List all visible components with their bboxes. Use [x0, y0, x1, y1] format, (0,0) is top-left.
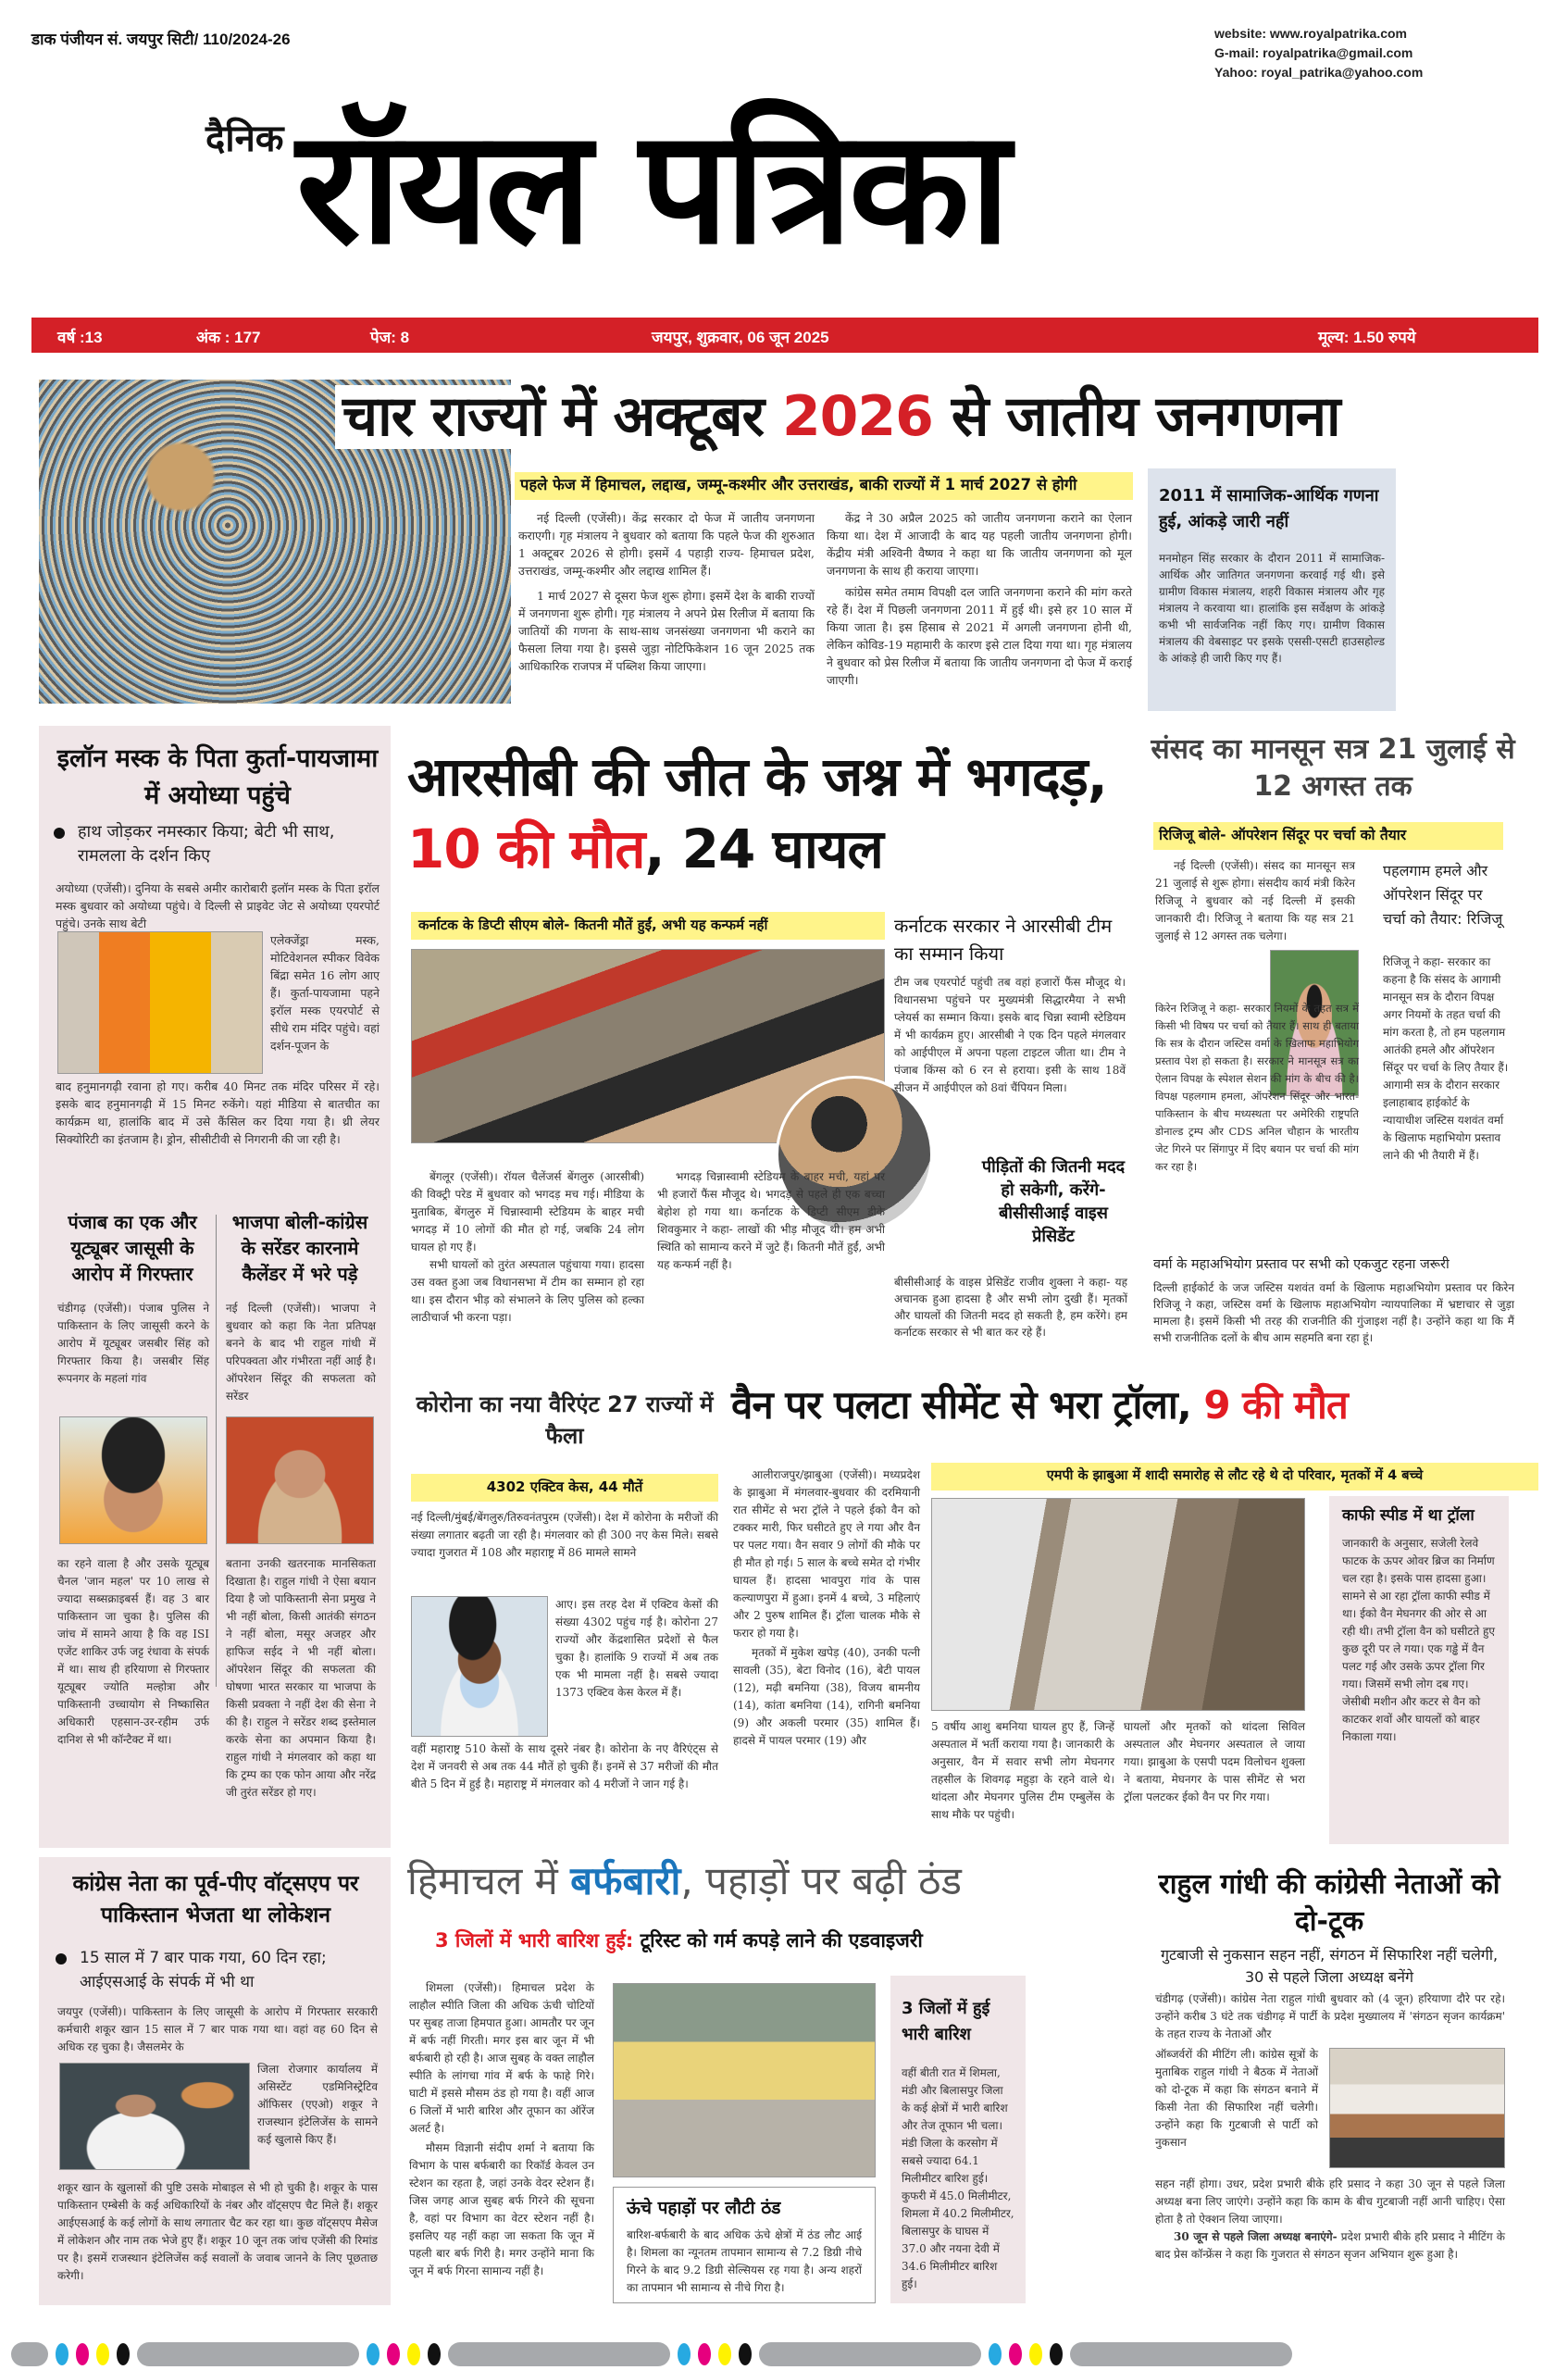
newspaper-logo: रॉयल पत्रिका: [296, 96, 1007, 280]
parliament-side-body: रिजिजू ने कहा- सरकार का कहना है कि संसद के आगामी मानसून सत्र के दौरान विपक्ष अगर नियमों के तहत चर्चा की मांग करता है, तो हम पहलगाम आतंकी हमले और ऑपरेशन सिंदूर पर चर्चा के लिए तैयार हैं। आगामी सत्र के दौरान सरकार इलाहाबाद हाईकोर्ट के न्यायाधीश जस्टिस यशवंत वर्मा के खिलाफ महाभियोग प्रस्ताव लाने की भी तैयारी में हैं।: [1383, 955, 1509, 1162]
impeachment-subhead: वर्मा के महाअभियोग प्रस्ताव पर सभी को एकजुट रहना जरूरी: [1153, 1257, 1450, 1272]
lead-paragraph: 1 मार्च 2027 से दूसरा फेज शुरू होगा। इसमें देश के बाकी राज्यों में जनगणना शुरू होगी। गृह मंत्रालय ने अपने प्रेस रिलीज में बताया कि जातियों की गणना के साथ-साथ जनसंख्या जनगणना भी कराने का फैसला लिया गया है। इससे जुड़ा नोटिफिकेशन 16 जून 2025 तक आधिकारिक राजपत्र में पब्लिश किया जाएगा।: [518, 589, 815, 673]
accident-col-3: घायलों और मृतकों को थांदला सिविल अस्पताल और मेघनगर अस्पताल ले जाया गया। झाबुआ के एसपी पदम विलोचन शुक्ला ने बताया, मेघनगर के पास सीमेंट से भरा ट्रॉला पलटकर ईको वैन पर गिर गया।: [1124, 1720, 1305, 1803]
rahul-subhead-text: प्रदेश प्रभारी बीके हरि प्रसाद ने मीटिंग के बाद प्रेस कॉन्फ्रेंस ने कहा कि गुजरात से संगठन सृजन अभियान शुरू हुआ है।: [1155, 2230, 1505, 2261]
bcci-body: बीसीसीआई के वाइस प्रेसिडेंट राजीव शुक्ला ने कहा- यह अचानक हुआ हादसा है और सभी लोग दुखी हैं। मृतकों और घायलों की जितनी मदद हो सकती है, हम करेंगे। हम कर्नाटक सरकार से भी बात कर रहे हैं।: [894, 1276, 1127, 1339]
cyan-dot: [678, 2343, 691, 2365]
corona-wrap: आए। इस तरह देश में एक्टिव केसों की संख्या 4302 पहुंच गई है। कोरोना 27 राज्यों और केंद्रशासित प्रदेशों से फैल चुका है। हालांकि 9 राज्यों में अब तक एक भी मामला नहीं है। सबसे ज्यादा 1373 एक्टिव केस केरल में हैं।: [555, 1598, 718, 1699]
lead-column-1: [518, 509, 815, 675]
lead-headline-part-b: से जातीय जनगणना: [932, 384, 1340, 449]
column-divider: [216, 1215, 217, 1687]
yahoo-address[interactable]: Yahoo: royal_patrika@yahoo.com: [1214, 65, 1424, 80]
black-dot: [428, 2343, 441, 2365]
himachal-deck: [435, 1929, 923, 1952]
yellow-dot: [407, 2343, 420, 2365]
himachal-headline: [407, 1859, 962, 1903]
census-sidebar-title: 2011 में सामाजिक-आर्थिक गणना हुई, आंकड़े जारी नहीं: [1159, 486, 1379, 531]
himachal-paragraph: शिमला (एजेंसी)। हिमाचल प्रदेश के लाहौल स्पीति जिला की अधिक ऊंची चोटियों पर सुबह ताजा हिमपात हुआ। आमतौर पर जून में बर्फ नहीं गिरती। मगर इस बार जून में भी बर्फबारी हो रही है। आज सुबह के वक्त लाहौल स्पीति के लांगचा गांव में बर्फ के फाहे गिरे। घाटी में इससे मौसम ठंड हो गया है। वहीं आज 6 जिलों में भारी बारिश और तूफान का ऑरेंज अलर्ट है।: [409, 1981, 594, 2135]
yellow-dot: [718, 2343, 731, 2365]
rcb-headline-deaths: 10 की मौत: [407, 817, 645, 880]
issue-number: अंक : 177: [196, 329, 261, 346]
cyan-dot: [367, 2343, 380, 2365]
cold-returns-title: ऊंचे पहाड़ों पर लौटी ठंड: [627, 2198, 781, 2218]
cold-returns-box: [613, 2187, 876, 2303]
lead-column-2: [827, 509, 1132, 689]
registration-number: डाक पंजीयन सं. जयपुर सिटी/ 110/2024-26: [31, 31, 291, 48]
youtuber-photo: [59, 1416, 207, 1544]
cyan-dot: [56, 2343, 68, 2365]
lead-headline-part-a: चार राज्यों में अक्टूबर: [342, 384, 782, 449]
himachal-headline-snow: बर्फबारी: [570, 1858, 681, 1903]
accident-deck: एमपी के झाबुआ में शादी समारोह से लौट रहे थे दो परिवार, मृतकों में 4 बच्चे: [931, 1463, 1538, 1491]
lead-paragraph: केंद्र ने 30 अप्रैल 2025 को जातीय जनगणना कराने का ऐलान किया था। देश में आजादी के बाद यह पहली जातीय जनगणना होगी। केंद्रीय मंत्री अश्विनी वैष्णव ने कहा था कि जातीय जनगणना को मूल जनगणना के साथ ही कराया जाएगा।: [827, 511, 1132, 578]
cold-returns-body: बारिश-बर्फबारी के बाद अधिक ऊंचे क्षेत्रों में ठंड लौट आई है। शिमला का न्यूनतम तापमान सामान्य से 7.2 डिग्री नीचे गिरने के बाद 9.2 डिग्री सेल्सियस रह गया है। अन्य शहरों का तापमान भी सामान्य से नीचे गिरा है।: [627, 2227, 862, 2294]
gray-bar: [1070, 2342, 1292, 2366]
rcb-col-2: भगदड़ चिन्नास्वामी स्टेडियम के बाहर मची, यहां पर भी हजारों फैंस मौजूद थे। भगदड़ से पहले ही एक बच्चा बेहोश हो गया था। कर्नाटक के डिप्टी सीएम डीके शिवकुमार ने कहा- लाखों की भीड़ मौजूद थी। हम अभी स्थिति को सामान्य करने में जुटे हैं। कितनी मौतें हुईं, अभी यह कन्फर्म नहीं है।: [657, 1170, 885, 1271]
corona-headline: कोरोना का नया वैरिएंट 27 राज्यों में फैला: [416, 1391, 714, 1449]
cyan-dot: [989, 2343, 1002, 2365]
rcb-headline-part-b: , 24 घायल: [644, 817, 883, 880]
himachal-paragraph: मौसम विज्ञानी संदीप शर्मा ने बताया कि विभाग के पास बर्फबारी का रिकॉर्ड केवल उन स्टेशन का रहता है, जहां उनके वेदर स्टेशन हैं। जिस जगह आज सुबह बर्फ गिरने की सूचना है, वहां पर विभाग का वेटर स्टेशन नहीं है। इसलिए यह नहीं कहा जा सकता कि जून में पहली बार बर्फ गिरी है। मगर उन्होंने माना कि जून में बर्फ गिरना सामान्य नहीं है।: [409, 2141, 594, 2277]
black-dot: [739, 2343, 752, 2365]
impeachment-body: दिल्ली हाईकोर्ट के जज जस्टिस यशवंत वर्मा के खिलाफ महाअभियोग प्रस्ताव पर किरेन रिजिजू ने कहा, जस्टिस वर्मा के खिलाफ महाअभियोग न्यायपालिका में भ्रष्टाचार से जुड़ा मामला है। इसमें किसी भी तरह की राजनीति की गुंजाइश नहीं है। उन्होंने कहा था कि मैं सभी राजनीतिक दलों के बीच आम सहमति बना रहा हूं।: [1153, 1281, 1514, 1344]
spy-wrap: जिला रोजगार कार्यालय में असिस्टेंट एडमिनिस्ट्रेटिव ऑफिसर (एएओ) शकूर ने राजस्थान इंटेलिजेंस के सामने कई खुलासे किए हैं।: [257, 2063, 378, 2146]
spy-body: शकूर खान के खुलासों की पुष्टि उसके मोबाइल से भी हो चुकी है। शकूर के पास पाकिस्तान एम्बेसी के कई अधिकारियों के नंबर और वॉट्सएप चैट मिले हैं। शकूर आईएसआई के कई लोगों के साथ लगातार चैट कर रहा था। कुछ वॉट्सएप मैसेज में लोकेशन और नाम तक भेजे हुए हैं। शकूर 10 जून तक जांच एजेंसी की रिमांड पर है। इसमें राजस्थान इंटेलिजेंस कई सवालों के जवाब जानने के लिए पूछताछ करेगी।: [57, 2181, 378, 2282]
accident-sidebar-body: जानकारी के अनुसार, सजेली रेलवे फाटक के ऊपर ओवर ब्रिज का निर्माण चल रहा है। इसके पास हादसा हुआ। सामने से आ रहा ट्रॉला काफी स्पीड में था। ईको वैन मेघनगर की ओर से आ रही थी। तभी ट्रॉला वैन को घसीटते हुए कुछ दूरी पर ले गया। एक गड्ढे में वैन पलट गई और उसके ऊपर ट्रॉला गिर गया। जिसमें सभी लोग दब गए। जेसीबी मशीन और कटर से वैन को काटकर शवों और घायलों को बाहर निकाला गया।: [1342, 1536, 1496, 1743]
accident-paragraph: आलीराजपुर/झाबुआ (एजेंसी)। मध्यप्रदेश के झाबुआ में मंगलवार-बुधवार की दरमियानी रात सीमेंट से भरा ट्रॉले ने पहले ईको वैन को टक्कर मारी, फिर घसीटते हुए ले गया और वैन पर पलट गया। वैन सवार 9 लोगों की मौके पर ही मौत हो गई। 5 साल के बच्चे समेत दो गंभीर घायल हैं। हादसा भावपुरा गांव के पास कल्याणपुरा में हुआ। इनमें 4 बच्चे, 3 महिलाएं और 2 पुरुष शामिल हैं। ट्रॉला चालक मौके से फरार हो गया है।: [733, 1468, 920, 1640]
musk-photo: [57, 931, 263, 1074]
page-count: पेज: 8: [370, 329, 410, 346]
volume-year: वर्ष :13: [57, 329, 103, 346]
rahul-paragraph: सहन नहीं होगा। उधर, प्रदेश प्रभारी बीके हरि प्रसाद ने कहा 30 जून से पहले जिला अध्यक्ष बना लिए जाएंगे। उन्होंने कहा कि काम के बीच गुटबाजी नहीं आनी चाहिए। ऐसा होता है तो ऐक्शन लिया जाएगा।: [1155, 2177, 1505, 2226]
rcb-paragraph: बेंगलूर (एजेंसी)। रॉयल चैलेंजर्स बेंगलुरु (आरसीबी) की विक्ट्री परेड में बुधवार को भगदड़ मच गई। मीडिया के मुताबिक, बेंगलुरु में चिन्नास्वामी स्टेडियम के बाहर मची भगदड़ में 10 लोगों की मौत हो गई, जबकि 24 लोग घायल हो गए हैं।: [411, 1170, 644, 1254]
dateline: जयपुर, शुक्रवार, 06 जून 2025: [652, 329, 829, 346]
parliament-body: किरेन रिजिजू ने कहा- सरकार नियमों के तहत सत्र में किसी भी विषय पर चर्चा को तैयार हैं। साथ ही बताया कि सत्र के दौरान जस्टिस वर्मा के खिलाफ महाभियोग प्रस्ताव पेश हो सकता है। सरकार ने मानसूत्र सत्र का ऐलान विपक्ष के स्पेशल सेशन की मांग के बीच की है। विपक्ष पहलगाम हमला, ऑपरेशन सिंदूर और भारत-पाकिस्तान के बीच मध्यस्थता पर अमेरिकी राष्ट्रपति डोनाल्ड ट्रम्प और CDS अनिल चौहान के भारतीय जेट गिरने पर सिंगापुर में दिए बयान पर चर्चा की मांग कर रहा है।: [1155, 1002, 1359, 1173]
parliament-headline: संसद का मानसून सत्र 21 जुलाई से 12 अगस्त तक: [1151, 733, 1515, 803]
rcb-deck: कर्नाटक के डिप्टी सीएम बोले- कितनी मौतें हुईं, अभी यह कन्फर्म नहीं: [411, 912, 885, 940]
gray-bar: [759, 2342, 981, 2366]
musk-bullet: [54, 820, 378, 868]
himachal-col-1: [409, 1979, 594, 2280]
musk-wrap: एलेक्जेंड्रा मस्क, मोटिवेशनल स्पीकर विवेक बिंद्रा समेत 16 लोग आए हैं। कुर्ता-पायजामा पहने इरॉल मस्क एयरपोर्ट से सीधे राम मंदिर पहुंचे। वहां दर्शन-पूजन के: [270, 933, 380, 1053]
bjp-headline: भाजपा बोली-कांग्रेस के सरेंडर कारनामे कैलेंडर में भरे पड़े: [231, 1211, 368, 1285]
rcb-side-title: कर्नाटक सरकार ने आरसीबी टीम का सम्मान किया: [894, 915, 1113, 965]
lead-headline: [335, 385, 1348, 449]
himachal-deck-advisory: टूरिस्ट को गर्म कपड़े लाने की एडवाइजरी: [640, 1929, 923, 1952]
daily-label: दैनिक: [205, 118, 284, 160]
accident-photo: [931, 1498, 1305, 1711]
congress-meeting-photo: [1329, 2048, 1505, 2168]
covid-patient-photo: [411, 1596, 548, 1737]
magenta-dot: [76, 2343, 89, 2365]
price: मूल्य: 1.50 रुपये: [1318, 329, 1416, 346]
youtuber-headline: पंजाब का एक और यूट्यूबर जासूसी के आरोप में गिरफ्तार: [68, 1211, 197, 1285]
rain-sidebar-body: वहीं बीती रात में शिमला, मंडी और बिलासपुर जिला के कई क्षेत्रों में भारी बारिश और तेज तूफान भी चला। मंडी जिला के करसोग में सबसे ज्यादा 64.1 मिलीमीटर बारिश हुई। कुफरी में 45.0 मिलीमीटर, शिमला में 40.2 मिलीमीटर, बिलासपुर के घाघस में 37.0 और नयना देवी में 34.6 मिलीमीटर बारिश हुई।: [902, 2066, 1014, 2290]
accident-col-1: [733, 1466, 920, 1750]
accident-sidebar: [1329, 1496, 1509, 1844]
corona-intro: नई दिल्ली/मुंबई/बेंगलुरु/तिरुवनंतपुरम (एजेंसी)। देश में कोरोना के मरीजों की संख्या लगातार बढ़ती जा रही है। मंगलवार को ही 300 नए केस मिले। सबसे ज्यादा गुजरात में 108 और महाराष्ट्र में 86 मामले सामने: [411, 1511, 718, 1559]
corona-deck: 4302 एक्टिव केस, 44 मौतें: [411, 1474, 718, 1502]
shakur-khan-photo: [59, 2063, 250, 2170]
bjp-intro: नई दिल्ली (एजेंसी)। भाजपा ने बुधवार को कहा कि नेता प्रतिपक्ष बनने के बाद भी राहुल गांधी में परिपक्वता और गंभीरता नहीं आई है। ऑपरेशन सिंदूर की सफलता को सरेंडर: [226, 1302, 376, 1403]
lead-deck: पहले फेज में हिमाचल, लद्दाख, जम्मू-कश्मीर और उत्तराखंड, बाकी राज्यों में 1 मार्च 2027 से होगी: [515, 472, 1133, 500]
rahul-wrap: ऑब्जर्वरों की मीटिंग ली। कांग्रेस सूत्रों के मुताबिक राहुल गांधी ने बैठक में नेताओं को दो-टूक में कहा कि संगठन बनाने में किसी नेता की सिफारिश नहीं चलेगी। उन्होंने कहा कि गुटबाजी से पार्टी को नुकसान: [1155, 2048, 1318, 2149]
spy-bullet-text: 15 साल में 7 बार पाक गया, 60 दिन रहा; आईएसआई के संपर्क में भी था: [80, 1949, 327, 1991]
yellow-dot: [1029, 2343, 1042, 2365]
rcb-paragraph: सभी घायलों को तुरंत अस्पताल पहुंचाया गया। हादसा उस वक्त हुआ जब विधानसभा में टीम का सम्मान हो रहा था। इस दौरान भीड़ को संभालने के लिए पुलिस को हल्का लाठीचार्ज भी करना पड़ा।: [411, 1258, 644, 1324]
rain-sidebar: [890, 1976, 1026, 2303]
lead-headline-year: 2026: [781, 384, 933, 449]
lead-paragraph: कांग्रेस समेत तमाम विपक्षी दल जाति जनगणना कराने की मांग करते रहे हैं। देश में पिछली जनगणना 2011 में हुई थी। इसे हर 10 साल में किया जाता है। इस हिसाब से 2021 में अगली जनगणना होनी थी, लेकिन कोविड-19 महामारी के कारण इसे टाल दिया गया था। गृह मंत्रालय ने बुधवार को प्रेस रिलीज में बताया कि जातीय जनगणना दो फेज में कराई जाएगी।: [827, 585, 1132, 687]
website-link[interactable]: website: www.royalpatrika.com: [1214, 26, 1407, 41]
himachal-deck-rain: 3 जिलों में भारी बारिश हुई:: [435, 1929, 641, 1952]
rahul-deck: गुटबाजी से नुकसान सहन नहीं, संगठन में सिफारिश नहीं चलेगी, 30 से पहले जिला अध्यक्ष बनेंगे: [1160, 1946, 1499, 1986]
parliament-deck: रिजिजू बोले- ऑपरेशन सिंदूर पर चर्चा को तैयार: [1153, 822, 1503, 850]
contact-info: [1214, 24, 1423, 82]
spy-bullet: [56, 1946, 380, 1994]
accident-col-2: 5 वर्षीय आशु बमनिया घायल हुए हैं, जिन्हें अस्पताल में भर्ती कराया गया है। जानकारी के अनुसार, वैन में सवार सभी लोग मेघनगर तहसील के शिवगढ़ महुड़ा के रहने वाले थे। थांदला और मेघनगर पुलिस टीम एम्बुलेंस के साथ मौके पर पहुंची।: [931, 1720, 1114, 1821]
magenta-dot: [387, 2343, 400, 2365]
rcb-side-body: टीम जब एयरपोर्ट पहुंची तब वहां हजारों फैंस मौजूद थे। विधानसभा पहुंचने पर मुख्यमंत्री सिद्धारमैया ने सभी प्लेयर्स का सम्मान किया। इसके बाद चिन्ना स्वामी स्टेडियम में भी कार्यक्रम हुए। आरसीबी ने एक दिन पहले मंगलवार को आईपीएल में अपना पहला टाइटल जीता था। टीम ने पंजाब किंग्स को 6 रन से हराया। इसी के साथ 18वें सीजन में आईपीएल को 8वां चैंपियन मिला।: [894, 976, 1126, 1094]
accident-headline: [731, 1383, 1348, 1428]
bullet-icon: [54, 828, 65, 839]
bcci-title: पीड़ितों की जितनी मदद हो सकेगी, करेंगे- बीसीसीआई वाइस प्रेसिडेंट: [981, 1157, 1126, 1246]
parliament-intro: नई दिल्ली (एजेंसी)। संसद का मानसून सत्र 21 जुलाई से शुरू होगा। संसदीय कार्य मंत्री किरेन रिजिजू ने बुधवार को नई दिल्ली में इसकी जानकारी दी। रिजिजू ने बताया कि यह सत्र 21 जुलाई से 12 अगस्त तक चलेगा।: [1155, 859, 1355, 942]
bullet-icon: [56, 1953, 67, 1965]
black-dot: [117, 2343, 130, 2365]
yellow-dot: [96, 2343, 109, 2365]
musk-bullet-text: हाथ जोड़कर नमस्कार किया; बेटी भी साथ, रामलला के दर्शन किए: [78, 822, 335, 866]
census-sidebar-body: मनमोहन सिंह सरकार के दौरान 2011 में सामाजिक-आर्थिक और जातिगत जनगणना करवाई गई थी। इसे ग्रामीण विकास मंत्रालय, शहरी विकास मंत्रालय और गृह मंत्रालय ने करवाया था। हालांकि इस सर्वेक्षण के आंकड़े कभी भी सार्वजनिक नहीं किए गए। ग्रामीण विकास मंत्रालय की वेबसाइट पर इसके एससी-एसटी हाउसहोल्ड के आंकड़े ही जारी किए गए हैं।: [1159, 552, 1385, 665]
rahul-paragraph: [1155, 2228, 1505, 2264]
magenta-dot: [698, 2343, 711, 2365]
accident-sidebar-title: काफी स्पीड में था ट्रॉला: [1342, 1506, 1475, 1525]
accident-headline-deaths: 9 की मौत: [1203, 1382, 1348, 1428]
accident-headline-part-a: वैन पर पलटा सीमेंट से भरा ट्रॉला,: [731, 1382, 1204, 1428]
musk-body: बाद हनुमानगढ़ी रवाना हो गए। करीब 40 मिनट तक मंदिर परिसर में रहे। इसके बाद हनुमानगढ़ी में 15 मिनट रुकेंगे। यहां मीडिया से बातचीत का कार्यक्रम था, हालांकि बाद में उसे कैंसिल कर दिया गया है। थ्री लेयर सिक्योरिटी का इंतजाम है। ड्रोन, सीसीटीवी से निगरानी की जा रही है।: [56, 1079, 380, 1146]
bjp-body: बताना उनकी खतरनाक मानसिकता दिखाता है। राहुल गांधी ने ऐसा बयान दिया है जो पाकिस्तानी सेना प्रमुख ने भी नहीं बोला, किसी आतंकी संगठन ने नहीं बोला, मसूर अजहर और हाफिज सईद ने भी नहीं बोला। ऑपरेशन सिंदूर की सफलता की घोषणा भारत सरकार या भाजपा के किसी प्रवक्ता ने नहीं देश की सेना ने की है। राहुल ने सरेंडर शब्द इस्तेमाल करके सेना का अपमान किया है। राहुल गांधी ने मंगलवार को कहा था कि ट्रम्प का एक फोन आया और नरेंद्र जी तुरंत सरेंडर हो गए।: [226, 1557, 376, 1799]
rcb-headline: [407, 741, 1129, 885]
magenta-dot: [1009, 2343, 1022, 2365]
himachal-headline-part-a: हिमाचल में: [407, 1858, 571, 1903]
rcb-col-1: [411, 1168, 644, 1327]
spy-intro: जयपुर (एजेंसी)। पाकिस्तान के लिए जासूसी के आरोप में गिरफ्तार सरकारी कर्मचारी शकूर खान 15 साल में 7 बार पाक गया था। वहां वह 60 दिन से अधिक रह चुका है। जैसलमेर के: [57, 2005, 378, 2053]
spy-headline: कांग्रेस नेता का पूर्व-पीए वॉट्सएप पर पाकिस्तान भेजता था लोकेशन: [72, 1872, 359, 1927]
gmail-address[interactable]: G-mail: royalpatrika@gmail.com: [1214, 45, 1413, 60]
print-registration-strip: [11, 2342, 1557, 2366]
shimla-church-photo: [613, 1983, 876, 2177]
parliament-side-title: पहलगाम हमले और ऑपरेशन सिंदूर पर चर्चा को तैयार: रिजिजू: [1383, 862, 1503, 928]
youtuber-body: का रहने वाला है और उसके यूट्यूब चैनल 'जान महल' पर 10 लाख से ज्यादा सब्सक्राइबर्स हैं। वह 3 बार पाकिस्तान जा चुका है। पुलिस की जांच में सामने आया है कि वह ISI एजेंट शाकिर उर्फ जट्ट रंधावा के संपर्क में था। साथ ही हरियाणा से गिरफ्तार यूट्यूबर ज्योति मल्होत्रा और पाकिस्तानी उच्चायोग से निष्कासित अधिकारी एहसान-उर-रहीम उर्फ दानिश से भी कॉन्टैक्ट में था।: [57, 1557, 209, 1746]
gray-bar: [137, 2342, 359, 2366]
bjp-spokesperson-photo: [226, 1416, 374, 1544]
rahul-headline: राहुल गांधी की कांग्रेसी नेताओं को दो-टूक: [1158, 1868, 1500, 1938]
rahul-intro: चंडीगढ़ (एजेंसी)। कांग्रेस नेता राहुल गांधी बुधवार को (4 जून) हरियाणा दौरे पर रहे। उन्होंने करीब 3 घंटे तक चंडीगढ़ में पार्टी के प्रदेश मुख्यालय में 'संगठन सृजन कार्यक्रम' के तहत राज्य के नेताओं और: [1155, 1992, 1505, 2040]
gray-bar: [448, 2342, 670, 2366]
musk-headline: इलॉन मस्क के पिता कुर्ता-पायजामा में अयोध्या पहुंचे: [56, 744, 379, 810]
rahul-subhead: 30 जून से पहले जिला अध्यक्ष बनाएंगे-: [1174, 2230, 1338, 2243]
corona-body: वहीं महाराष्ट्र 510 केसों के साथ दूसरे नंबर है। कोरोना के नए वैरिएंट्स से देश में जनवरी से अब तक 44 मौतें हो चुकी हैं। इनमें से 37 मरीजों की मौत बीते 5 दिन में हुई है। महाराष्ट्र में मंगलवार को 4 मरीजों ने जान गई है।: [411, 1742, 718, 1790]
gray-bar: [11, 2342, 48, 2366]
musk-intro: अयोध्या (एजेंसी)। दुनिया के सबसे अमीर कारोबारी इलॉन मस्क के पिता इरॉल मस्क बुधवार को अयोध्या पहुंचे। वे दिल्ली से प्राइवेट जेट से अयोध्या एयरपोर्ट पहुंचे। उनके साथ बेटी: [56, 881, 380, 930]
youtuber-intro: चंडीगढ़ (एजेंसी)। पंजाब पुलिस ने पाकिस्तान के लिए जासूसी करने के आरोप में यूट्यूबर जसबीर सिंह को गिरफ्तार किया है। जसबीर सिंह रूपनगर के महलां गांव: [57, 1302, 209, 1385]
census-sidebar: [1148, 468, 1396, 711]
lead-paragraph: नई दिल्ली (एजेंसी)। केंद्र सरकार दो फेज में जातीय जनगणना कराएगी। गृह मंत्रालय ने बुधवार को बताया कि पहले फेज की शुरुआत 1 अक्टूबर 2026 से होगी। इसमें 4 पहाड़ी राज्य- हिमाचल प्रदेश, उत्तराखंड, जम्मू-कश्मीर और लद्दाख शामिल हैं।: [518, 511, 815, 578]
himachal-headline-part-b: , पहाड़ों पर बढ़ी ठंड: [680, 1858, 962, 1903]
accident-paragraph: मृतकों में मुकेश खपेड़ (40), उनकी पत्नी सावली (35), बेटा विनोद (16), बेटी पायल (12), मढ़ी बमनिया (38), विजय बामनीय (14), कांता बमनिया (14), रागिनी बमनिया (9) और अकली परमार (35) शामिल हैं। हादसे में पायल परमार (19) और: [733, 1646, 920, 1747]
rain-sidebar-title: 3 जिलों में हुई भारी बारिश: [902, 1999, 990, 2044]
rcb-headline-part-a: आरसीबी की जीत के जश्न में भगदड़,: [407, 745, 1107, 808]
issue-info-bar: [31, 318, 1538, 353]
black-dot: [1050, 2343, 1063, 2365]
rahul-body: [1155, 2176, 1505, 2264]
